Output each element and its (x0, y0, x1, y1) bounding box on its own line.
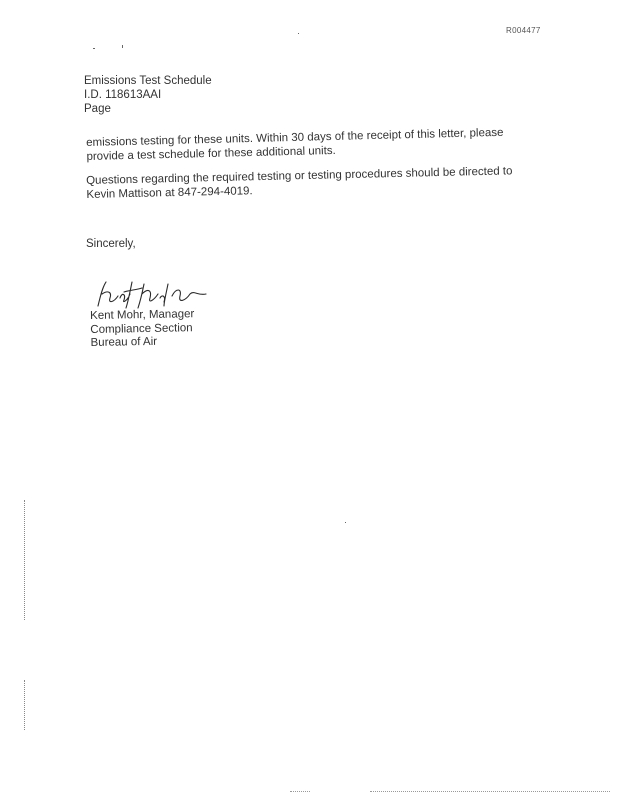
scan-edge-dots (24, 680, 26, 730)
paragraph-2-line-2: Kevin Mattison at 847-294-4019. (86, 185, 253, 201)
body-paragraph-1 (86, 126, 504, 164)
scan-speck (298, 33, 299, 34)
header-id: I.D. 118613AAI (84, 89, 162, 101)
header-page: Page (84, 103, 111, 115)
paragraph-1-line-1: emissions testing for these units. Within 30 days of the receipt of this letter, please (86, 126, 504, 149)
letter-header (84, 74, 212, 116)
scan-speck (345, 522, 346, 523)
scan-bottom-dots (370, 791, 610, 793)
signature-block (90, 308, 195, 350)
scan-speck (122, 45, 123, 48)
paragraph-2-line-1: Questions regarding the required testing or testing procedures should be directed to (86, 165, 513, 187)
body-paragraph-2 (86, 164, 513, 202)
signer-bureau: Bureau of Air (90, 335, 158, 349)
header-subject: Emissions Test Schedule (84, 75, 212, 87)
scan-edge-dots (24, 500, 26, 620)
signer-section: Compliance Section (90, 321, 193, 336)
handwritten-signature (92, 276, 212, 312)
signer-name-title: Kent Mohr, Manager (90, 308, 195, 322)
paragraph-1-line-2: provide a test schedule for these additional units. (86, 144, 336, 163)
scan-bottom-dots (290, 791, 310, 793)
closing-salutation: Sincerely, (86, 238, 136, 250)
scan-speck (93, 48, 95, 49)
document-id: R004477 (506, 26, 541, 35)
